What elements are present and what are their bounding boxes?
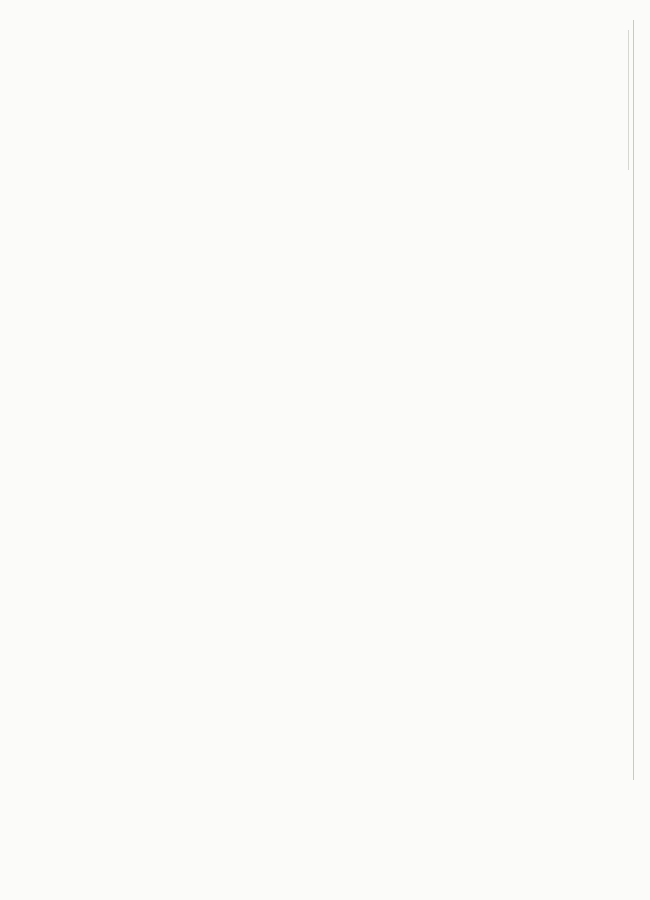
page-edge-shadow <box>628 30 629 170</box>
page-edge-line <box>633 20 634 780</box>
